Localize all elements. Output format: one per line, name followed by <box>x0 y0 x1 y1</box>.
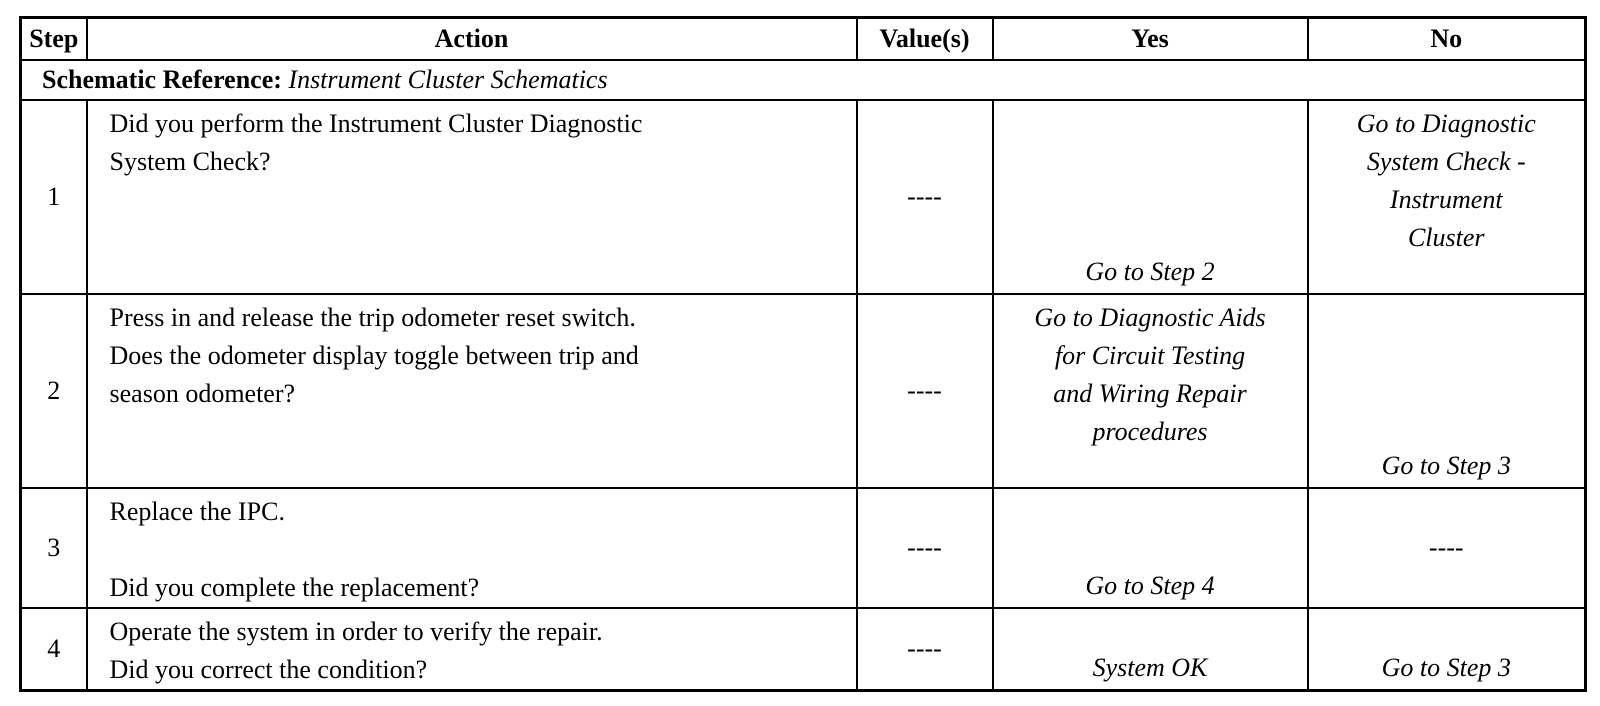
yes-text: Go to Step 4 <box>1085 570 1215 600</box>
table-row <box>21 294 1586 488</box>
yes-text: Go to Step 2 <box>1085 256 1215 286</box>
action-text: Press in and release the trip odometer reset switch. <box>109 302 636 332</box>
no-text: System Check - <box>1366 146 1526 176</box>
action-text: Did you correct the condition? <box>109 654 428 684</box>
no-text: Cluster <box>1407 222 1485 252</box>
schematic-reference-label: Schematic Reference: <box>42 64 282 94</box>
yes-cell <box>993 608 1308 691</box>
header-yes: Yes <box>993 18 1308 60</box>
action-cell <box>87 100 857 294</box>
table-row <box>21 488 1586 608</box>
yes-text: procedures <box>1092 416 1208 446</box>
schematic-reference <box>21 60 1586 100</box>
header-no: No <box>1308 18 1586 60</box>
action-text: Operate the system in order to verify the repair. <box>109 616 603 646</box>
header-row <box>21 18 1586 60</box>
no-cell <box>1308 100 1586 294</box>
step-number: 3 <box>21 488 87 608</box>
table-row <box>21 100 1586 294</box>
yes-text: System OK <box>1092 652 1208 682</box>
action-text: Did you complete the replacement? <box>109 572 480 602</box>
action-cell <box>87 608 857 691</box>
table-row <box>21 608 1586 691</box>
action-text: Does the odometer display toggle between trip and <box>109 340 639 370</box>
action-text: System Check? <box>109 146 271 176</box>
yes-text: and Wiring Repair <box>1053 378 1247 408</box>
yes-cell <box>993 294 1308 488</box>
header-action: Action <box>87 18 857 60</box>
value-cell: ---- <box>857 100 993 294</box>
action-text: Did you perform the Instrument Cluster Diagnostic <box>109 108 643 138</box>
value-cell: ---- <box>857 608 993 691</box>
header-step: Step <box>21 18 87 60</box>
yes-text: Go to Diagnostic Aids <box>1034 302 1266 332</box>
header-values: Value(s) <box>857 18 993 60</box>
yes-cell <box>993 100 1308 294</box>
no-text: Go to Diagnostic <box>1356 108 1536 138</box>
step-number: 1 <box>21 100 87 294</box>
no-text: Instrument <box>1389 184 1503 214</box>
value-cell: ---- <box>857 488 993 608</box>
diagnostic-table <box>19 16 1587 692</box>
step-number: 2 <box>21 294 87 488</box>
no-cell <box>1308 294 1586 488</box>
action-text: Replace the IPC. <box>109 496 285 526</box>
action-cell <box>87 488 857 608</box>
no-text: Go to Step 3 <box>1381 652 1511 682</box>
schematic-reference-row <box>21 60 1586 100</box>
action-cell <box>87 294 857 488</box>
no-text: Go to Step 3 <box>1381 450 1511 480</box>
step-number: 4 <box>21 608 87 691</box>
schematic-reference-value: Instrument Cluster Schematics <box>288 64 608 94</box>
yes-cell <box>993 488 1308 608</box>
value-cell: ---- <box>857 294 993 488</box>
action-text: season odometer? <box>109 378 296 408</box>
yes-text: for Circuit Testing <box>1054 340 1246 370</box>
no-cell: ---- <box>1308 488 1586 608</box>
no-cell <box>1308 608 1586 691</box>
